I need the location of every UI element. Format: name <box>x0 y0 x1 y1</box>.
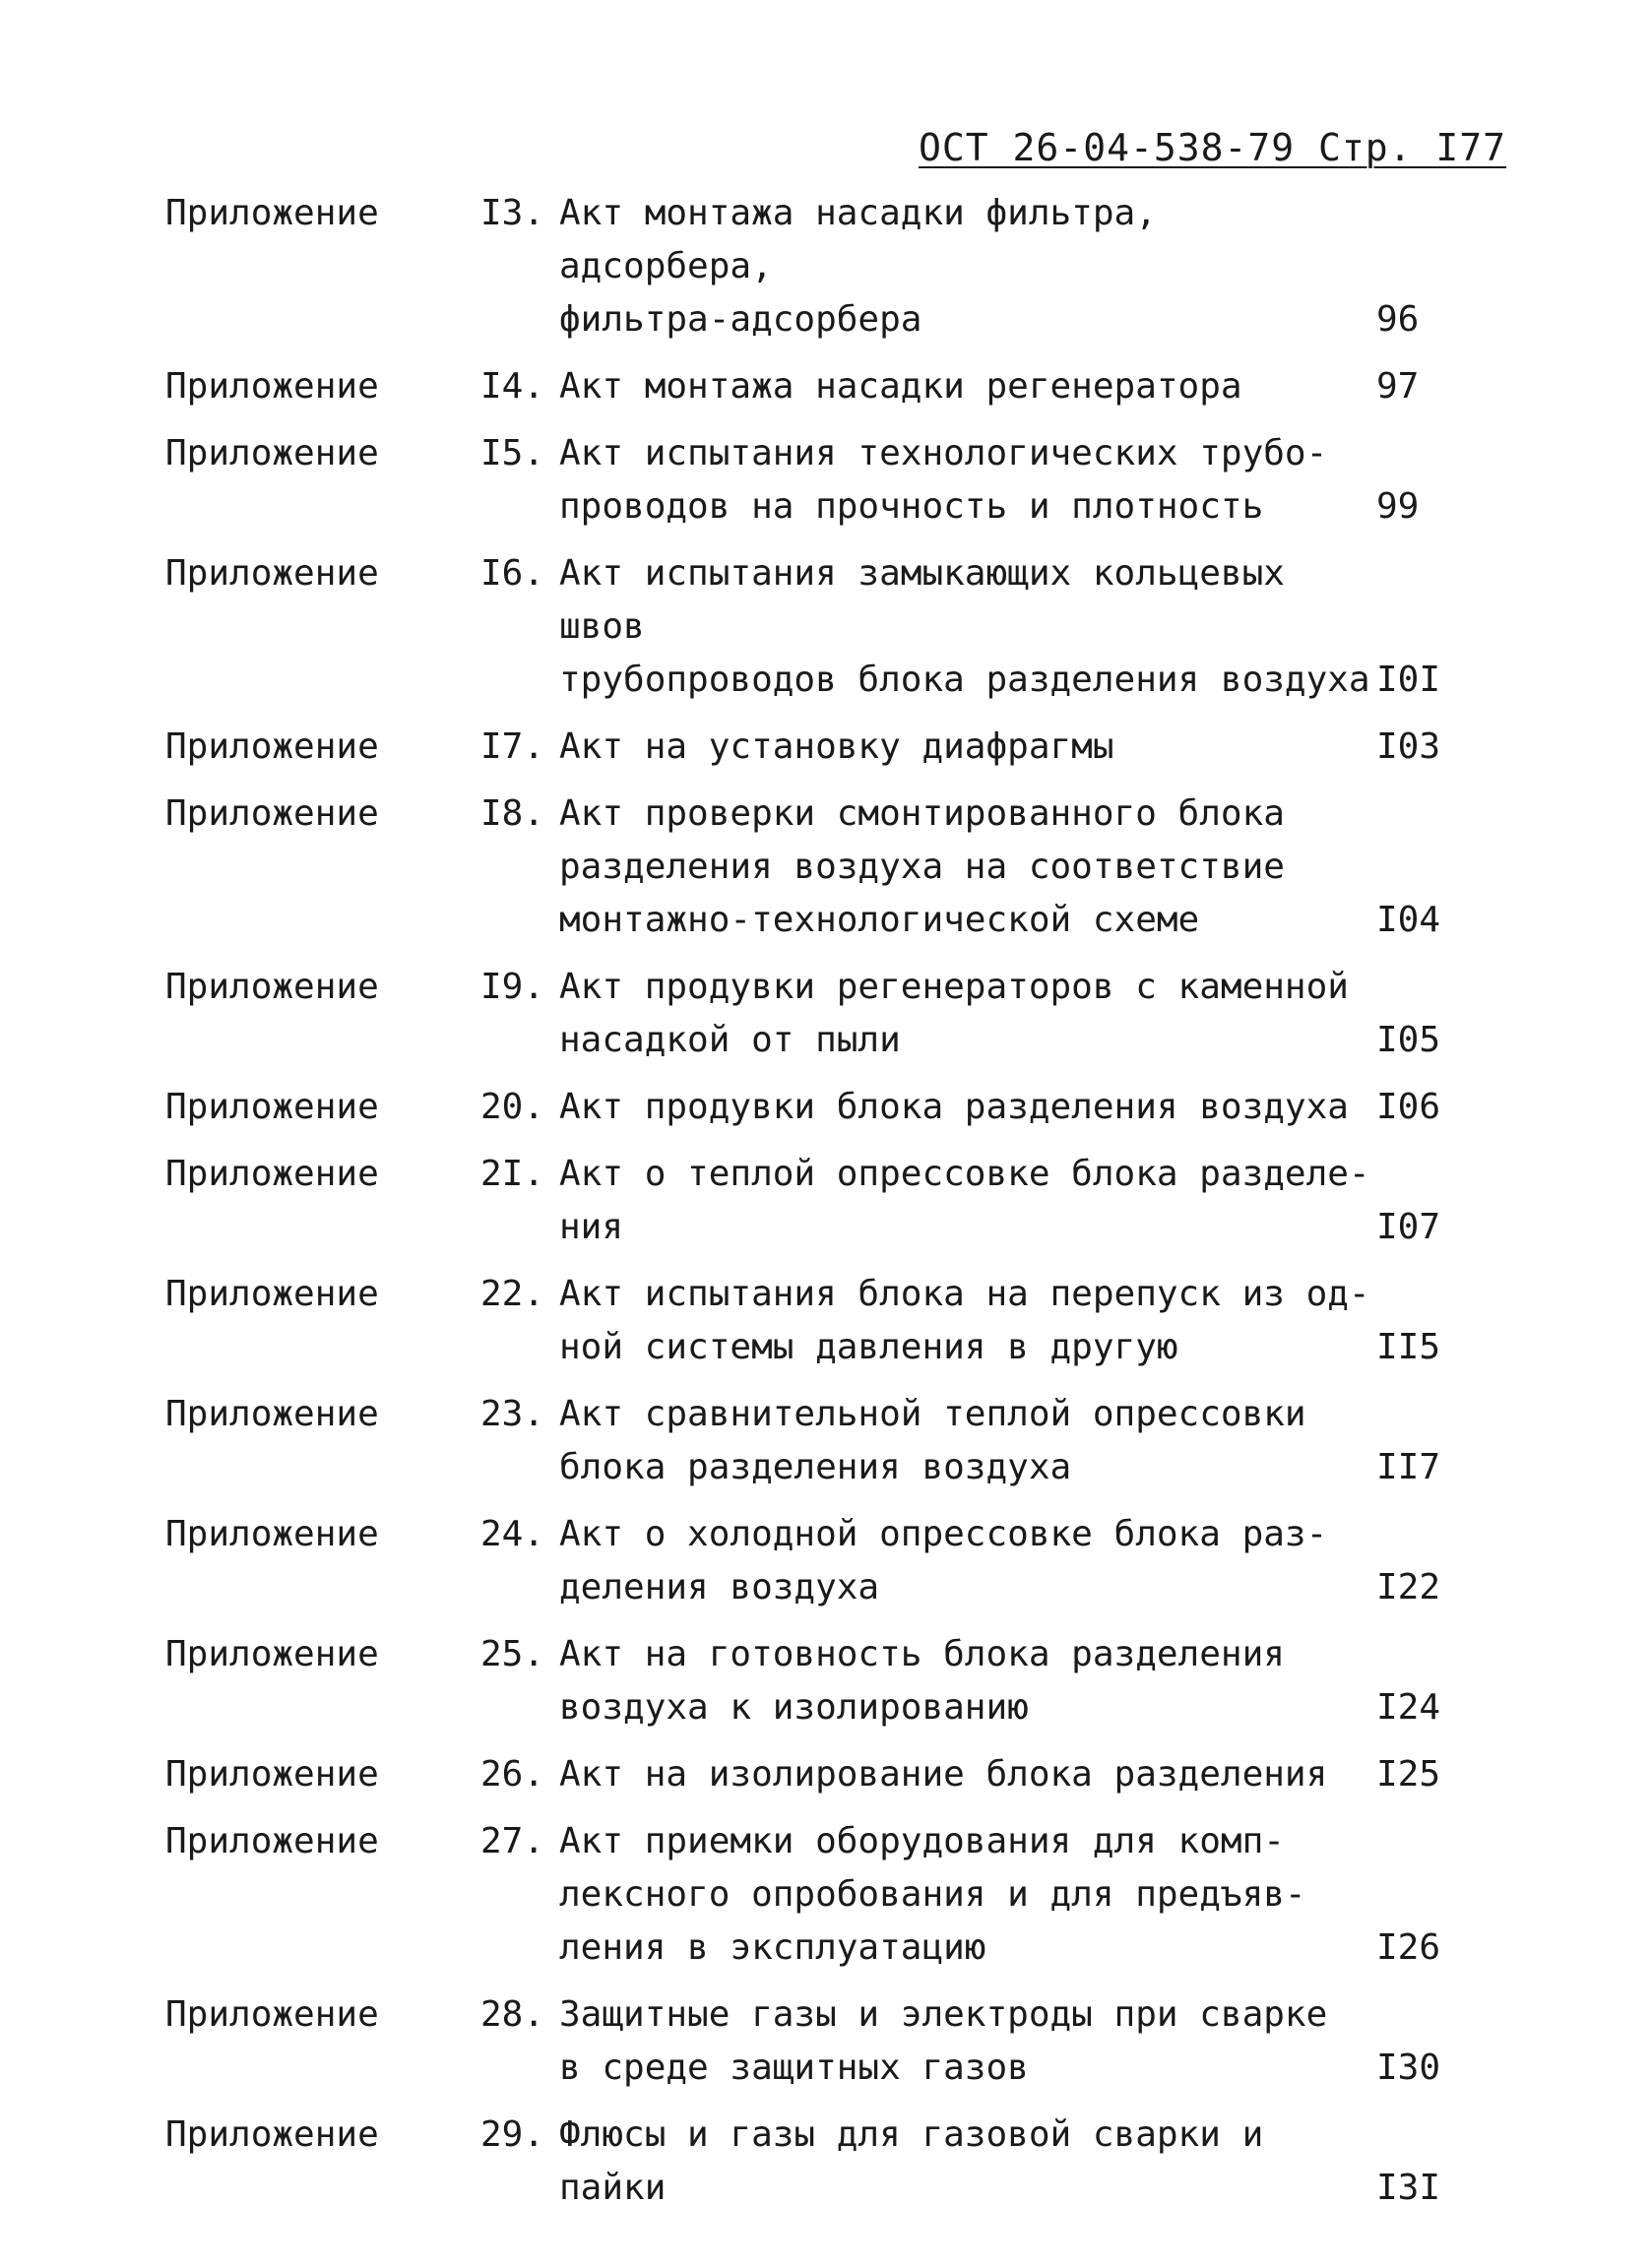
entry-prefix: Приложение <box>165 553 379 594</box>
entry-page-number: 96 <box>1376 299 1420 340</box>
entry-number: 24. <box>480 1514 545 1554</box>
toc-entry-29 <box>165 2109 1441 2215</box>
entry-page-number: II5 <box>1376 1327 1441 1367</box>
entry-number: 28. <box>480 1994 545 2035</box>
entry-prefix: Приложение <box>165 366 379 407</box>
entry-number: I7. <box>480 726 545 767</box>
entry-title: Акт на готовность блока разделения воздуха к изолированию <box>559 1634 1285 1728</box>
toc-entry-20 <box>165 1081 1441 1134</box>
toc-entry-22 <box>165 1268 1441 1374</box>
entry-number: I4. <box>480 366 545 407</box>
entry-title: Акт продувки блока разделения воздуха <box>559 1087 1349 1127</box>
entry-page-number: I05 <box>1376 1020 1441 1060</box>
toc-entry-21 <box>165 1148 1441 1254</box>
entry-page-number: I26 <box>1376 1927 1441 1968</box>
entry-prefix: Приложение <box>165 1994 379 2035</box>
entry-prefix: Приложение <box>165 793 379 834</box>
toc-entry-14 <box>165 360 1426 413</box>
entry-prefix: Приложение <box>165 1821 379 1861</box>
toc-entry-23 <box>165 1388 1441 1494</box>
toc-entry-25 <box>165 1628 1441 1734</box>
entry-title: Акт монтажа насадки регенератора <box>559 366 1242 407</box>
entry-title: Акт испытания замыкающих кольцевых швов трубопроводов блока разделения воздуха <box>559 553 1370 700</box>
entry-number: I8. <box>480 793 545 834</box>
toc-entry-27 <box>165 1815 1441 1975</box>
toc-entry-15 <box>165 427 1426 534</box>
entry-page-number: I25 <box>1376 1754 1441 1795</box>
toc-entry-26 <box>165 1748 1441 1801</box>
entry-prefix: Приложение <box>165 1154 379 1194</box>
entry-title: Акт монтажа насадки фильтра, адсорбера, фильтра-адсорбера <box>559 193 1157 340</box>
entry-number: 23. <box>480 1394 545 1434</box>
entry-prefix: Приложение <box>165 1274 379 1314</box>
entry-number: 22. <box>480 1274 545 1314</box>
page-header: ОСТ 26-04-538-79 Стр. I77 <box>919 126 1506 169</box>
entry-page-number: I04 <box>1376 900 1441 940</box>
toc-entry-13 <box>165 187 1426 346</box>
entry-title: Акт на изолирование блока разделения <box>559 1754 1328 1795</box>
entry-number: 27. <box>480 1821 545 1861</box>
entry-prefix: Приложение <box>165 1394 379 1434</box>
entry-title: Акт испытания технологических трубо- проводов на прочность и плотность <box>559 433 1328 527</box>
entry-number: 2I. <box>480 1154 545 1194</box>
entry-page-number: I06 <box>1376 1087 1441 1127</box>
entry-page-number: I0I <box>1376 660 1441 700</box>
entry-prefix: Приложение <box>165 1087 379 1127</box>
entry-number: I6. <box>480 553 545 594</box>
entry-title: Акт продувки регенераторов с каменной насадкой от пыли <box>559 967 1349 1060</box>
entry-prefix: Приложение <box>165 193 379 233</box>
entry-number: I9. <box>480 967 545 1007</box>
entry-prefix: Приложение <box>165 1514 379 1554</box>
entry-page-number: I03 <box>1376 726 1441 767</box>
entry-title: Флюсы и газы для газовой сварки и пайки <box>559 2114 1264 2208</box>
entry-page-number: 97 <box>1376 366 1420 407</box>
table-of-contents <box>165 187 1441 2229</box>
entry-prefix: Приложение <box>165 726 379 767</box>
entry-number: 26. <box>480 1754 545 1795</box>
entry-page-number: I30 <box>1376 2048 1441 2088</box>
entry-prefix: Приложение <box>165 967 379 1007</box>
entry-title: Акт сравнительной теплой опрессовки блока разделения воздуха <box>559 1394 1306 1487</box>
entry-page-number: II7 <box>1376 1447 1441 1487</box>
entry-page-number: I3I <box>1376 2168 1441 2208</box>
entry-number: 29. <box>480 2114 545 2155</box>
entry-title: Акт испытания блока на перепуск из од- ной системы давления в другую <box>559 1274 1370 1367</box>
entry-page-number: I24 <box>1376 1687 1441 1728</box>
entry-title: Акт на установку диафрагмы <box>559 726 1114 767</box>
entry-page-number: 99 <box>1376 486 1420 527</box>
entry-number: 20. <box>480 1087 545 1127</box>
entry-number: I5. <box>480 433 545 473</box>
entry-page-number: I22 <box>1376 1567 1441 1607</box>
toc-entry-19 <box>165 961 1441 1067</box>
entry-title: Акт приемки оборудования для комп- лексного опробования и для предъяв- ления в эксплуатацию <box>559 1821 1306 1968</box>
toc-entry-24 <box>165 1508 1441 1614</box>
entry-prefix: Приложение <box>165 1754 379 1795</box>
entry-prefix: Приложение <box>165 1634 379 1674</box>
entry-number: 25. <box>480 1634 545 1674</box>
toc-entry-17 <box>165 721 1441 774</box>
entry-title: Акт о холодной опрессовке блока раз- деления воздуха <box>559 1514 1328 1607</box>
entry-prefix: Приложение <box>165 2114 379 2155</box>
toc-entry-16 <box>165 547 1441 707</box>
entry-number: I3. <box>480 193 545 233</box>
entry-title: Акт проверки смонтированного блока разделения воздуха на соответствие монтажно-технологической схеме <box>559 793 1285 940</box>
toc-entry-28 <box>165 1988 1441 2095</box>
entry-title: Защитные газы и электроды при сварке в среде защитных газов <box>559 1994 1328 2088</box>
entry-page-number: I07 <box>1376 1207 1441 1247</box>
entry-prefix: Приложение <box>165 433 379 473</box>
entry-title: Акт о теплой опрессовке блока разделе- ния <box>559 1154 1370 1247</box>
toc-entry-18 <box>165 788 1441 947</box>
